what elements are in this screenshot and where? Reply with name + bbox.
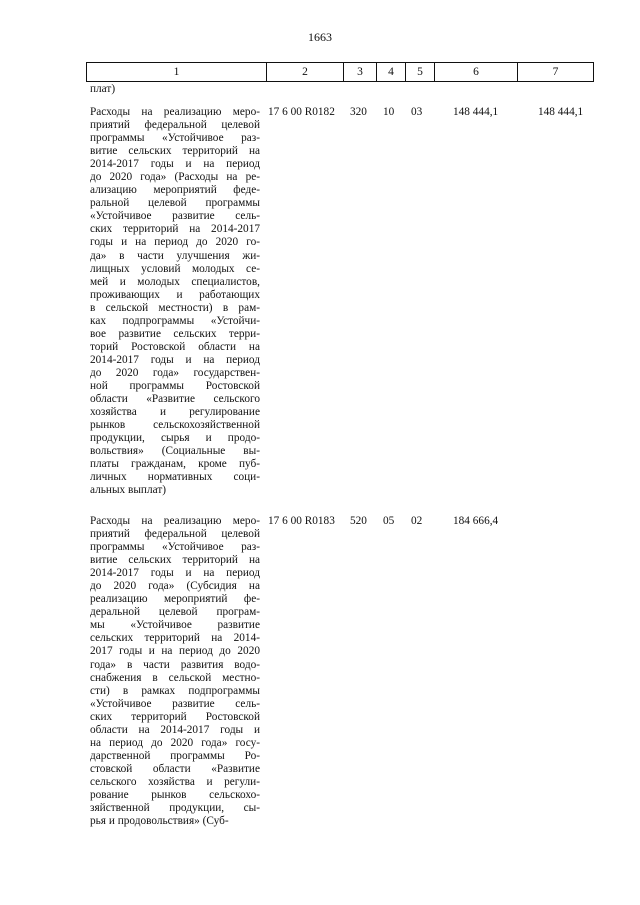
description-line: вольствия» (Социальные вы-: [90, 445, 260, 458]
description-line: витие сельских территорий на: [90, 554, 260, 567]
description-line: 2017 годы и на период до 2020: [90, 645, 260, 658]
description-line: 2014-2017 годы и на период: [90, 567, 260, 580]
description-line: «Устойчивое развитие сель-: [90, 210, 260, 223]
description-line: сельского хозяйства и регули-: [90, 775, 260, 788]
amount-2017: 184 666,4: [453, 515, 499, 527]
description-line: сти) в рамках подпрограммы: [90, 684, 260, 697]
description-line: ских территорий на 2014-2017: [90, 223, 260, 236]
description-line: лищных условий молодых се-: [90, 262, 260, 275]
description-line: на период до 2020 года» госу-: [90, 736, 260, 749]
description-line: дарственной программы Ро-: [90, 749, 260, 762]
description-line: витие сельских территорий на: [90, 145, 260, 158]
description-line: рование рынков сельскохо-: [90, 788, 260, 801]
expense-type-code: 520: [350, 515, 367, 527]
description-line: области на 2014-2017 годы и: [90, 723, 260, 736]
description-line: ральной целевой программы: [90, 197, 260, 210]
description-line: 2014-2017 годы и на период: [90, 158, 260, 171]
description-line: проживающих и работающих: [90, 288, 260, 301]
description-line: ализацию мероприятий феде-: [90, 184, 260, 197]
description-line: вое развитие сельских терри-: [90, 327, 260, 340]
column-header-7: 7: [518, 63, 594, 82]
description-line: рынков сельскохозяйственной: [90, 419, 260, 432]
description-line: стовской области «Развитие: [90, 762, 260, 775]
description-line: мы «Устойчивое развитие: [90, 619, 260, 632]
description-line: сельских территорий на 2014-: [90, 632, 260, 645]
description-line: «Устойчивое развитие сель-: [90, 697, 260, 710]
column-header-5: 5: [406, 63, 435, 82]
description-line: да» в части улучшения жи-: [90, 249, 260, 262]
description-line: платы гражданам, кроме пуб-: [90, 458, 260, 471]
description-line: продукции, сырья и продо-: [90, 432, 260, 445]
description-line: ских территорий Ростовской: [90, 710, 260, 723]
description-line: приятий федеральной целевой: [90, 119, 260, 132]
description-line: деральной целевой програм-: [90, 606, 260, 619]
target-article-code: 17 6 00 R0183: [268, 515, 335, 527]
expense-type-code: 320: [350, 106, 367, 118]
description-line: личных нормативных соци-: [90, 471, 260, 484]
description-line: до 2020 года» (Субсидия на: [90, 580, 260, 593]
description-line: зяйственной продукции, сы-: [90, 802, 260, 815]
subsection-code: 03: [411, 106, 423, 118]
column-header-6: 6: [435, 63, 518, 82]
section-code: 10: [383, 106, 395, 118]
amount-2017: 148 444,1: [453, 106, 499, 118]
amount-federal: 148 444,1: [538, 106, 584, 118]
description-line: приятий федеральной целевой: [90, 528, 260, 541]
continuation-text: плат): [90, 83, 116, 95]
description-line: года» в части развития водо-: [90, 658, 260, 671]
description-line: снабжения в сельской местно-: [90, 671, 260, 684]
description-line: до 2020 года» государствен-: [90, 366, 260, 379]
column-header-3: 3: [344, 63, 377, 82]
description-line: 2014-2017 годы и на период: [90, 353, 260, 366]
column-header-1: 1: [87, 63, 267, 82]
row-description: [90, 106, 260, 497]
description-line: области «Развитие сельского: [90, 393, 260, 406]
target-article-code: 17 6 00 R0182: [268, 106, 335, 118]
description-line: программы «Устойчивое раз-: [90, 541, 260, 554]
description-line: Расходы на реализацию меро-: [90, 515, 260, 527]
description-line: реализацию мероприятий фе-: [90, 593, 260, 606]
column-number-header: [86, 62, 594, 82]
description-line: торий Ростовской области на: [90, 340, 260, 353]
description-line: годы и на период до 2020 го-: [90, 236, 260, 249]
description-line: ках подпрограммы «Устойчи-: [90, 314, 260, 327]
column-header-2: 2: [267, 63, 344, 82]
section-code: 05: [383, 515, 395, 527]
description-line: мей и молодых специалистов,: [90, 275, 260, 288]
description-line: рья и продовольствия» (Суб-: [90, 815, 229, 828]
description-line: хозяйства и регулирование: [90, 406, 260, 419]
column-header-4: 4: [377, 63, 406, 82]
page-number: 1663: [308, 30, 332, 44]
description-line: до 2020 года» (Расходы на ре-: [90, 171, 260, 184]
description-line: альных выплат): [90, 484, 167, 497]
subsection-code: 02: [411, 515, 423, 527]
description-line: ной программы Ростовской: [90, 379, 260, 392]
row-description: [90, 515, 260, 828]
description-line: в сельской местности) в рам-: [90, 301, 260, 314]
description-line: программы «Устойчивое раз-: [90, 132, 260, 145]
description-line: Расходы на реализацию меро-: [90, 106, 260, 118]
